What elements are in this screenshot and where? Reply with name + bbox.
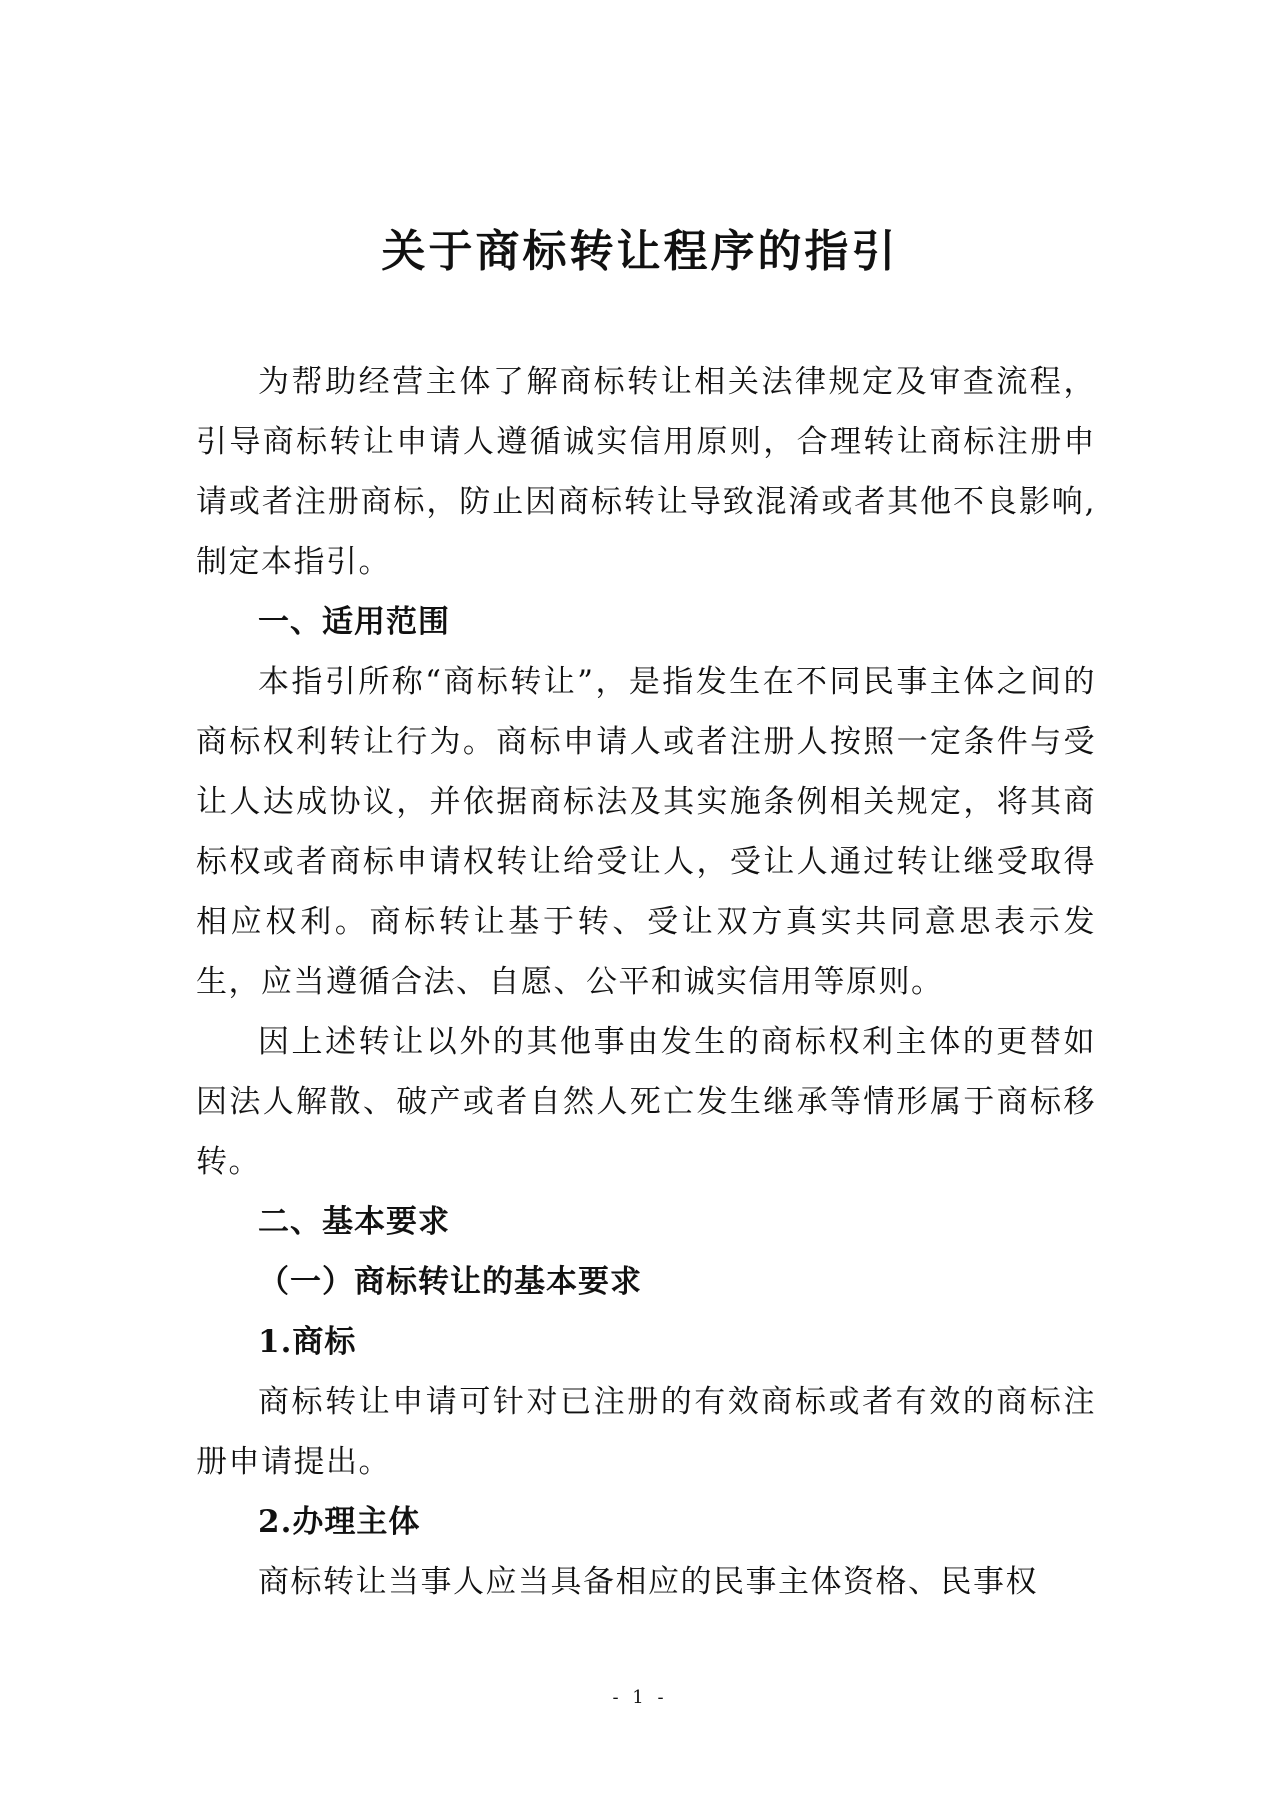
scope-paragraph-1: 本指引所称“商标转让”，是指发生在不同民事主体之间的商标权利转让行为。商标申请人或者注册人按照一定条件与受让人达成协议，并依据商标法及其实施条例相关规定，将其商标权或者商标申请权转让给受让人，受让人通过转让继受取得相应权利。商标转让基于转、受让双方真实共同意思表示发生，应当遵循合法、自愿、公平和诚实信用等原则。 <box>196 664 1096 1000</box>
section-heading-basic-requirements: 二、基本要求 <box>258 1204 450 1240</box>
section-heading-scope: 一、适用范围 <box>258 604 450 640</box>
document-title: 关于商标转让程序的指引 <box>381 226 899 277</box>
item-paragraph-subject: 商标转让当事人应当具备相应的民事主体资格、民事权 <box>258 1564 1038 1600</box>
item-paragraph-trademark: 商标转让申请可针对已注册的有效商标或者有效的商标注册申请提出。 <box>196 1384 1096 1480</box>
intro-paragraph: 为帮助经营主体了解商标转让相关法律规定及审查流程，引导商标转让申请人遵循诚实信用原则，合理转让商标注册申请或者注册商标，防止因商标转让导致混淆或者其他不良影响,制定本指引。 <box>196 364 1096 580</box>
scope-paragraph-2: 因上述转让以外的其他事由发生的商标权利主体的更替如因法人解散、破产或者自然人死亡发生继承等情形属于商标移转。 <box>196 1024 1096 1180</box>
subsection-heading-transfer-requirements: （一）商标转让的基本要求 <box>258 1264 642 1300</box>
document-body <box>196 352 1096 1612</box>
page-number: - 1 - <box>612 1687 668 1708</box>
item-heading-trademark: 1.商标 <box>258 1324 357 1360</box>
item-heading-subject: 2.办理主体 <box>258 1504 421 1540</box>
